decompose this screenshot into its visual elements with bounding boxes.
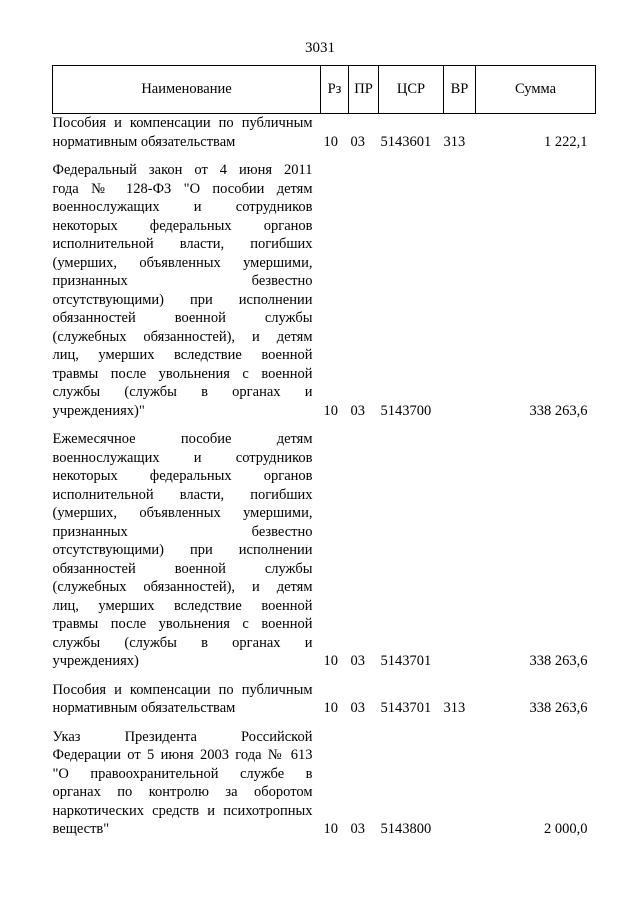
table-row: [53, 681, 596, 718]
name-line: службы (службы в органах и: [52, 634, 313, 651]
column-header-sum: Сумма: [476, 66, 596, 114]
row-name: [53, 114, 321, 152]
table-row: [53, 114, 596, 152]
name-line: Указ Президента Российской: [52, 728, 313, 745]
row-vr: [444, 728, 476, 839]
column-header-rz: Рз: [321, 66, 349, 114]
row-pr: 03: [350, 821, 365, 837]
row-sum: 338 263,6: [529, 653, 588, 669]
name-line: (служебных обязанностей), и детям: [52, 579, 313, 595]
column-header-vr: ВР: [444, 66, 476, 114]
row-name: [53, 161, 321, 420]
name-line: травмы после увольнения с военной: [52, 365, 313, 382]
row-rz: 10: [323, 700, 338, 716]
name-line: наркотических средств и психотропных: [52, 802, 313, 819]
row-csr: 5143701: [380, 653, 432, 669]
name-line: Ежемесячное пособие детям: [52, 431, 313, 447]
column-header-csr: ЦСР: [379, 66, 444, 114]
row-pr: 03: [350, 700, 365, 716]
row-name: [53, 728, 321, 839]
row-rz: 10: [323, 402, 338, 419]
table-header-row: [53, 66, 596, 114]
column-header-pr: ПР: [349, 66, 379, 114]
name-line: признанных безвестно: [52, 523, 313, 540]
name-line: некоторых федеральных органов: [52, 468, 313, 484]
row-name: [53, 430, 321, 671]
name-line: травмы после увольнения с военной: [52, 616, 313, 632]
name-line: нормативным обязательствам: [52, 700, 236, 716]
row-pr: 03: [350, 653, 365, 669]
name-line: года № 128-ФЗ "О пособии детям: [52, 180, 313, 197]
name-line: Пособия и компенсации по публичным: [52, 115, 313, 131]
name-line: лиц, умерших вследствие военной: [52, 597, 313, 614]
name-line: службы (службы в органах и: [52, 384, 313, 400]
row-csr: 5143800: [380, 821, 432, 837]
name-line: обязанностей военной службы: [52, 560, 313, 577]
name-line: военнослужащих и сотрудников: [52, 199, 313, 215]
name-line: органах по контролю за оборотом: [52, 784, 313, 800]
table-row: [53, 161, 596, 420]
row-name: [53, 681, 321, 718]
name-line: (служебных обязанностей), и детям: [52, 328, 313, 345]
row-rz: 10: [323, 653, 338, 669]
name-line: военнослужащих и сотрудников: [52, 449, 313, 466]
name-line: Пособия и компенсации по публичным: [52, 681, 313, 698]
row-csr: 5143700: [380, 402, 432, 419]
name-line: (умерших, объявленных умершими,: [52, 505, 313, 521]
name-line: Федеральный закон от 4 июня 2011: [52, 162, 313, 178]
row-vr: [444, 430, 476, 671]
table-row: [53, 728, 596, 839]
budget-table: [52, 65, 596, 839]
table-row: [53, 430, 596, 671]
row-pr: 03: [350, 133, 365, 150]
name-line: учреждениях): [52, 653, 139, 669]
name-line: исполнительной власти, погибших: [52, 236, 313, 252]
name-line: Федерации от 5 июня 2003 года № 613: [52, 747, 313, 763]
name-line: лиц, умерших вследствие военной: [52, 347, 313, 363]
name-line: веществ": [52, 821, 110, 837]
name-line: (умерших, объявленных умершими,: [52, 254, 313, 271]
row-sum: 2 000,0: [544, 821, 588, 837]
name-line: нормативным обязательствам: [52, 133, 236, 150]
row-vr: 313: [443, 700, 466, 716]
name-line: отсутствующими) при исполнении: [52, 291, 313, 308]
row-pr: 03: [350, 402, 365, 419]
page-number: 3031: [305, 40, 335, 56]
row-rz: 10: [323, 133, 338, 150]
name-line: некоторых федеральных органов: [52, 217, 313, 234]
name-line: учреждениях)": [52, 402, 145, 419]
name-line: исполнительной власти, погибших: [52, 486, 313, 503]
row-rz: 10: [323, 821, 338, 837]
name-line: отсутствующими) при исполнении: [52, 542, 313, 558]
row-csr: 5143601: [380, 133, 432, 150]
row-sum: 338 263,6: [529, 700, 588, 716]
row-vr: 313: [443, 133, 466, 150]
row-vr: [444, 161, 476, 420]
name-line: признанных безвестно: [52, 273, 313, 289]
row-sum: 338 263,6: [529, 402, 588, 419]
row-csr: 5143701: [380, 700, 432, 716]
name-line: обязанностей военной службы: [52, 310, 313, 326]
column-header-name: Наименование: [53, 66, 321, 114]
name-line: "О правоохранительной службе в: [52, 765, 313, 782]
row-sum: 1 222,1: [544, 133, 588, 150]
